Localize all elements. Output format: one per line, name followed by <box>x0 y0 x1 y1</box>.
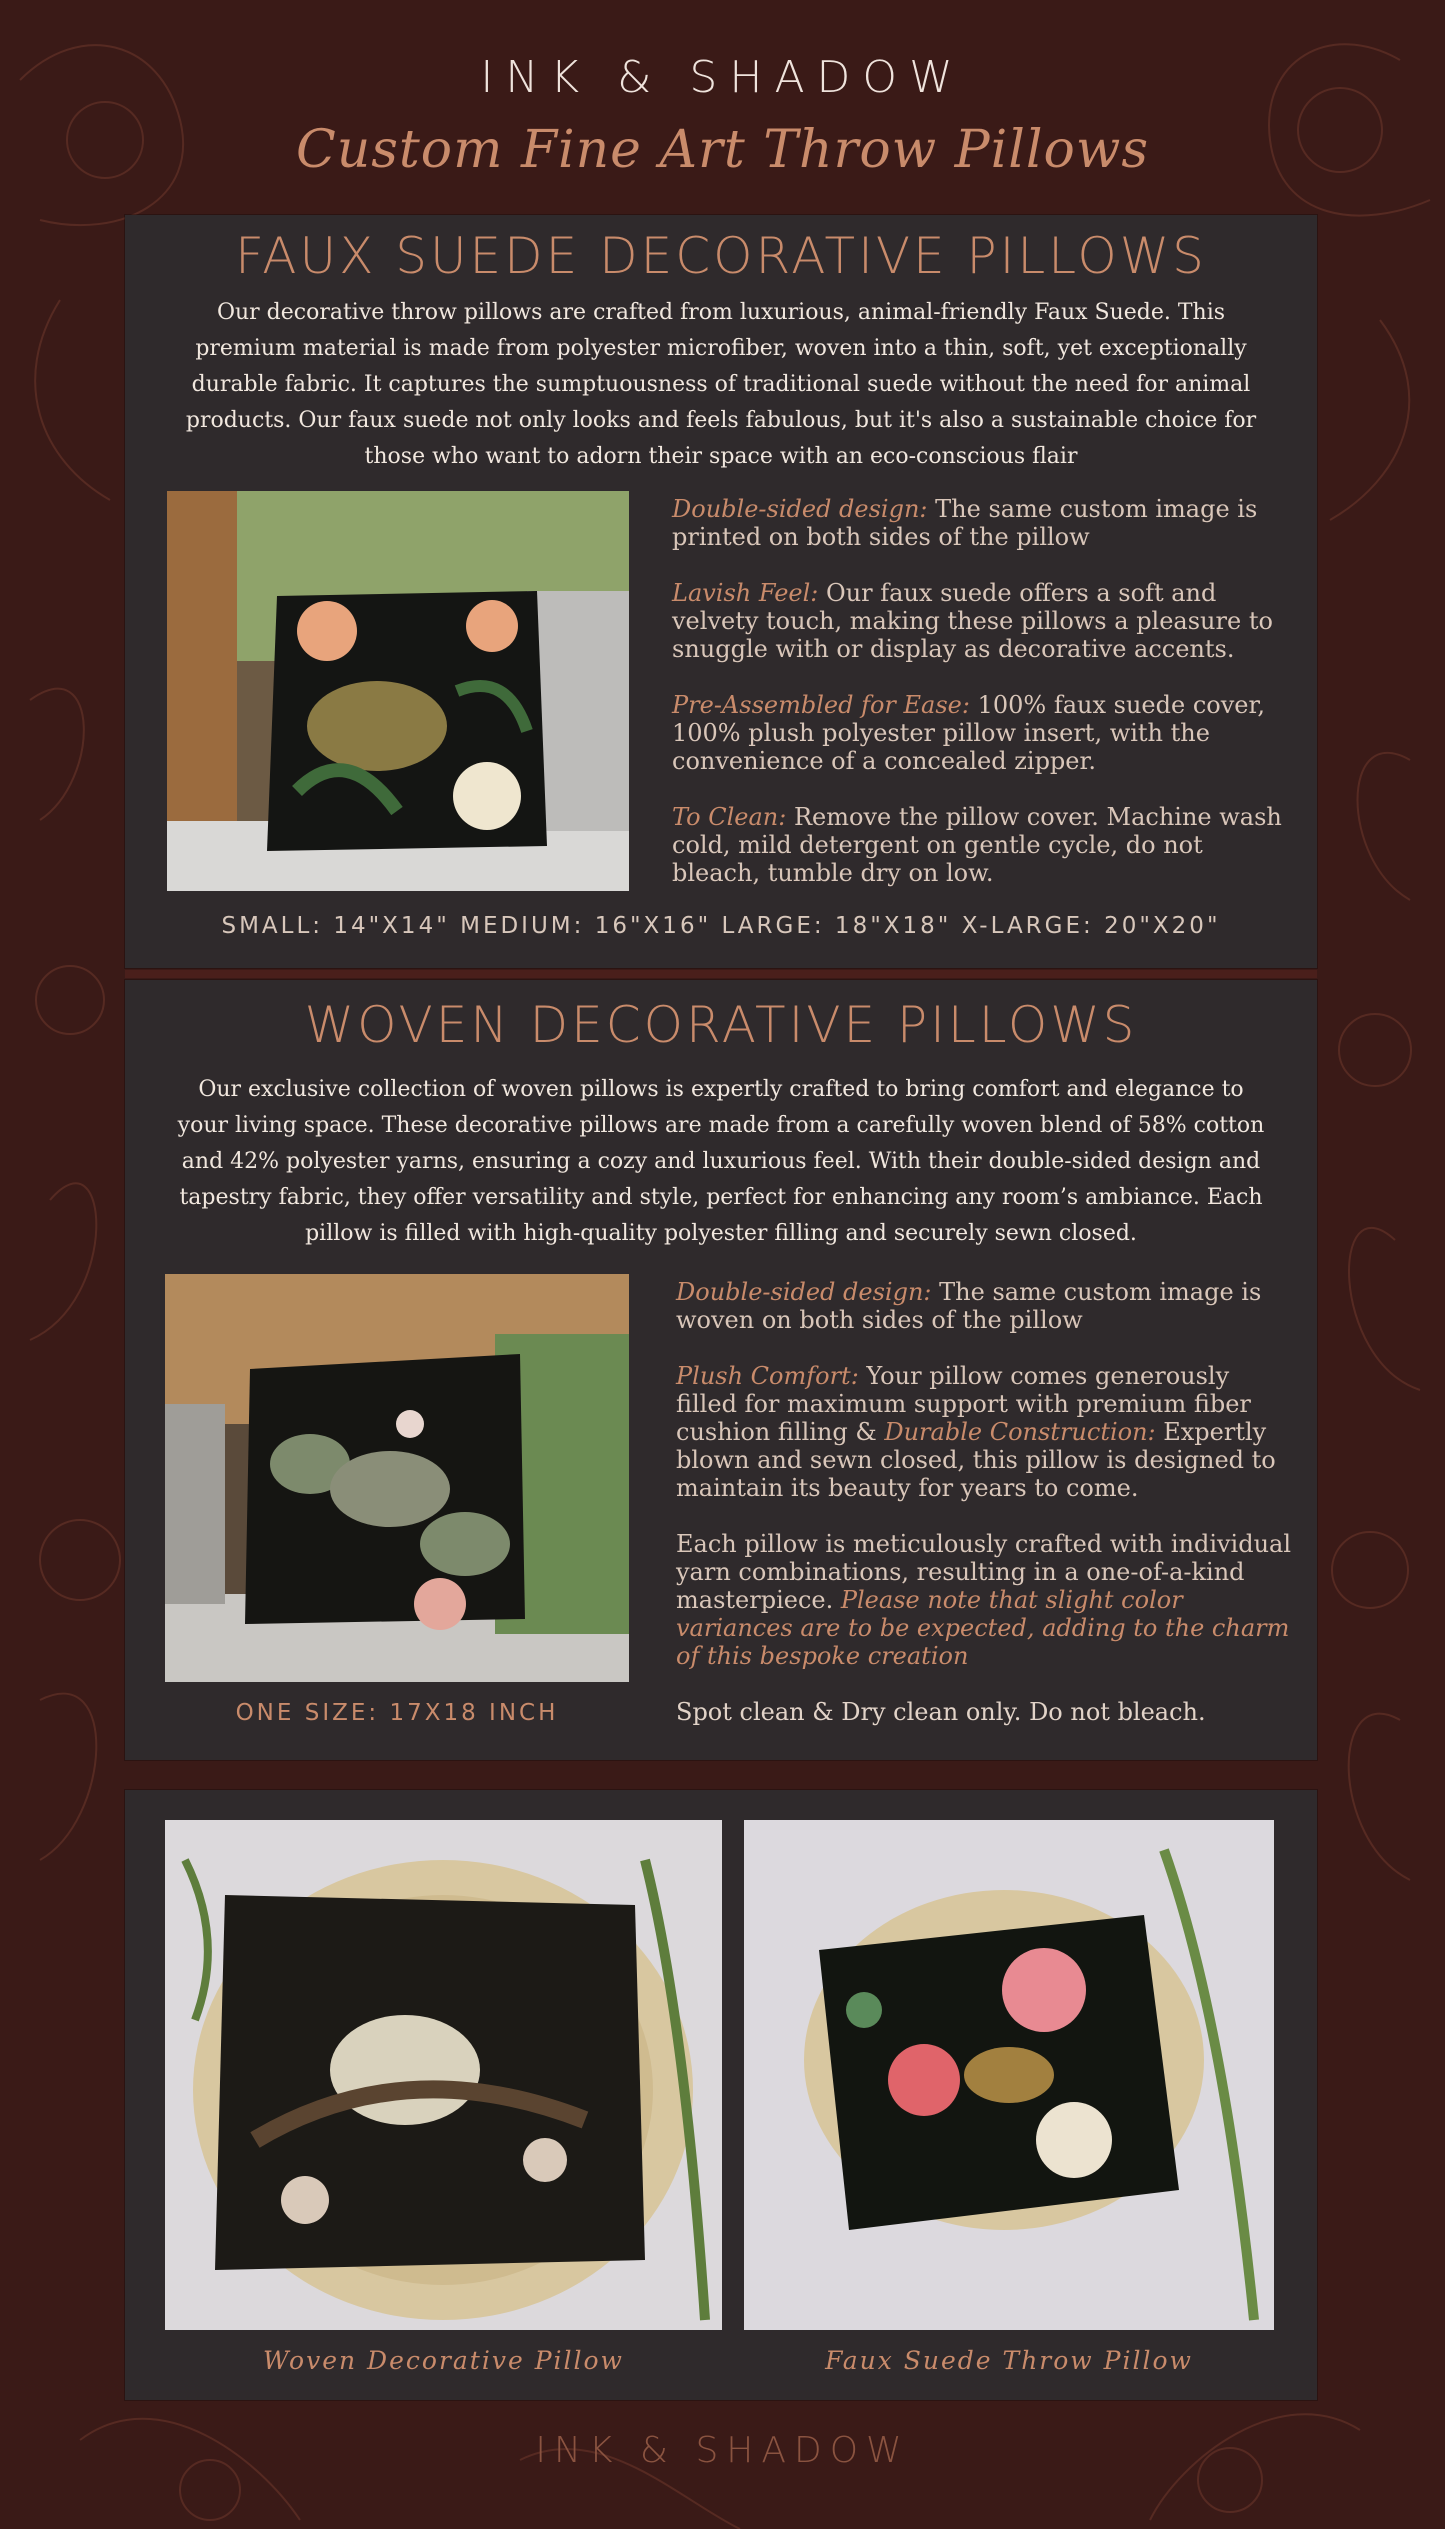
woven-title: WOVEN DECORATIVE PILLOWS <box>304 996 1138 1054</box>
woven-features <box>676 1278 1296 1698</box>
section-divider <box>125 970 1317 978</box>
woven-pillow-gallery-photo <box>165 1820 722 2330</box>
faux-suede-title: FAUX SUEDE DECORATIVE PILLOWS <box>235 227 1207 285</box>
feature-plush-comfort: Plush Comfort: Your pillow comes generously filled for maximum support with premium fiber cushion filling & Durable Construction: Expertly blown and sewn closed, this pillow is designed to maintain its beauty for years to come. <box>676 1362 1276 1502</box>
feature-lavish-feel: Lavish Feel: Our faux suede offers a soft and velvety touch, making these pillows a pleasure to snuggle with or display as decorative accents. <box>672 579 1273 663</box>
feature-pre-assembled: Pre-Assembled for Ease: 100% faux suede cover, 100% plush polyester pillow insert, with the convenience of a concealed zipper. <box>672 691 1265 775</box>
woven-size: ONE SIZE: 17X18 INCH <box>235 1700 559 1726</box>
faux-suede-pillow-photo <box>167 491 629 891</box>
woven-pillow-photo <box>165 1274 629 1682</box>
brand-title: INK & SHADOW <box>480 52 965 103</box>
faux-suede-gallery-caption: Faux Suede Throw Pillow <box>825 2346 1193 2375</box>
woven-gallery-caption: Woven Decorative Pillow <box>263 2346 624 2375</box>
feature-double-sided: Double-sided design: The same custom image is woven on both sides of the pillow <box>676 1278 1262 1334</box>
gallery-section <box>125 1790 1317 2400</box>
brand-tagline: Custom Fine Art Throw Pillows <box>295 120 1150 180</box>
woven-intro: Our exclusive collection of woven pillows is expertly crafted to bring comfort and elegance to your living space. These decorative pillows are made from a carefully woven blend of 58% cotton and 42% polyester yarns, ensuring a cozy and luxurious feel. With their double-sided design and tapestry fabric, they offer versatility and style, perfect for enhancing any room’s ambiance. Each pillow is filled with high-quality polyester filling and securely sewn closed. <box>177 1077 1265 1246</box>
feature-one-of-a-kind: Each pillow is meticulously crafted with individual yarn combinations, resulting in a one-of-a-kind masterpiece. Please note that slight color variances are to be expected, adding to the charm of this bespoke creation <box>676 1530 1292 1670</box>
faux-suede-intro: Our decorative throw pillows are crafted from luxurious, animal-friendly Faux Suede. This premium material is made from polyester microfiber, woven into a thin, soft, yet exceptionally durable fabric. It captures the sumptuousness of traditional suede without the need for animal products. Our faux suede not only looks and feels fabulous, but it's also a sustainable choice for those who want to adorn their space with an eco-conscious flair <box>185 300 1257 469</box>
faux-suede-pillow-gallery-photo <box>744 1820 1274 2330</box>
woven-section <box>125 980 1317 1760</box>
faux-suede-features <box>672 495 1282 915</box>
faux-suede-section <box>125 215 1317 968</box>
feature-to-clean: To Clean: Remove the pillow cover. Machine wash cold, mild detergent on gentle cycle, do not bleach, tumble dry on low. <box>672 803 1282 887</box>
woven-care: Spot clean & Dry clean only. Do not bleach. <box>676 1698 1206 1726</box>
feature-double-sided: Double-sided design: The same custom image is printed on both sides of the pillow <box>672 495 1258 551</box>
faux-suede-sizes: SMALL: 14"X14" MEDIUM: 16"X16" LARGE: 18"X18" X-LARGE: 20"X20" <box>221 913 1221 939</box>
brand-footer: INK & SHADOW <box>535 2430 910 2471</box>
